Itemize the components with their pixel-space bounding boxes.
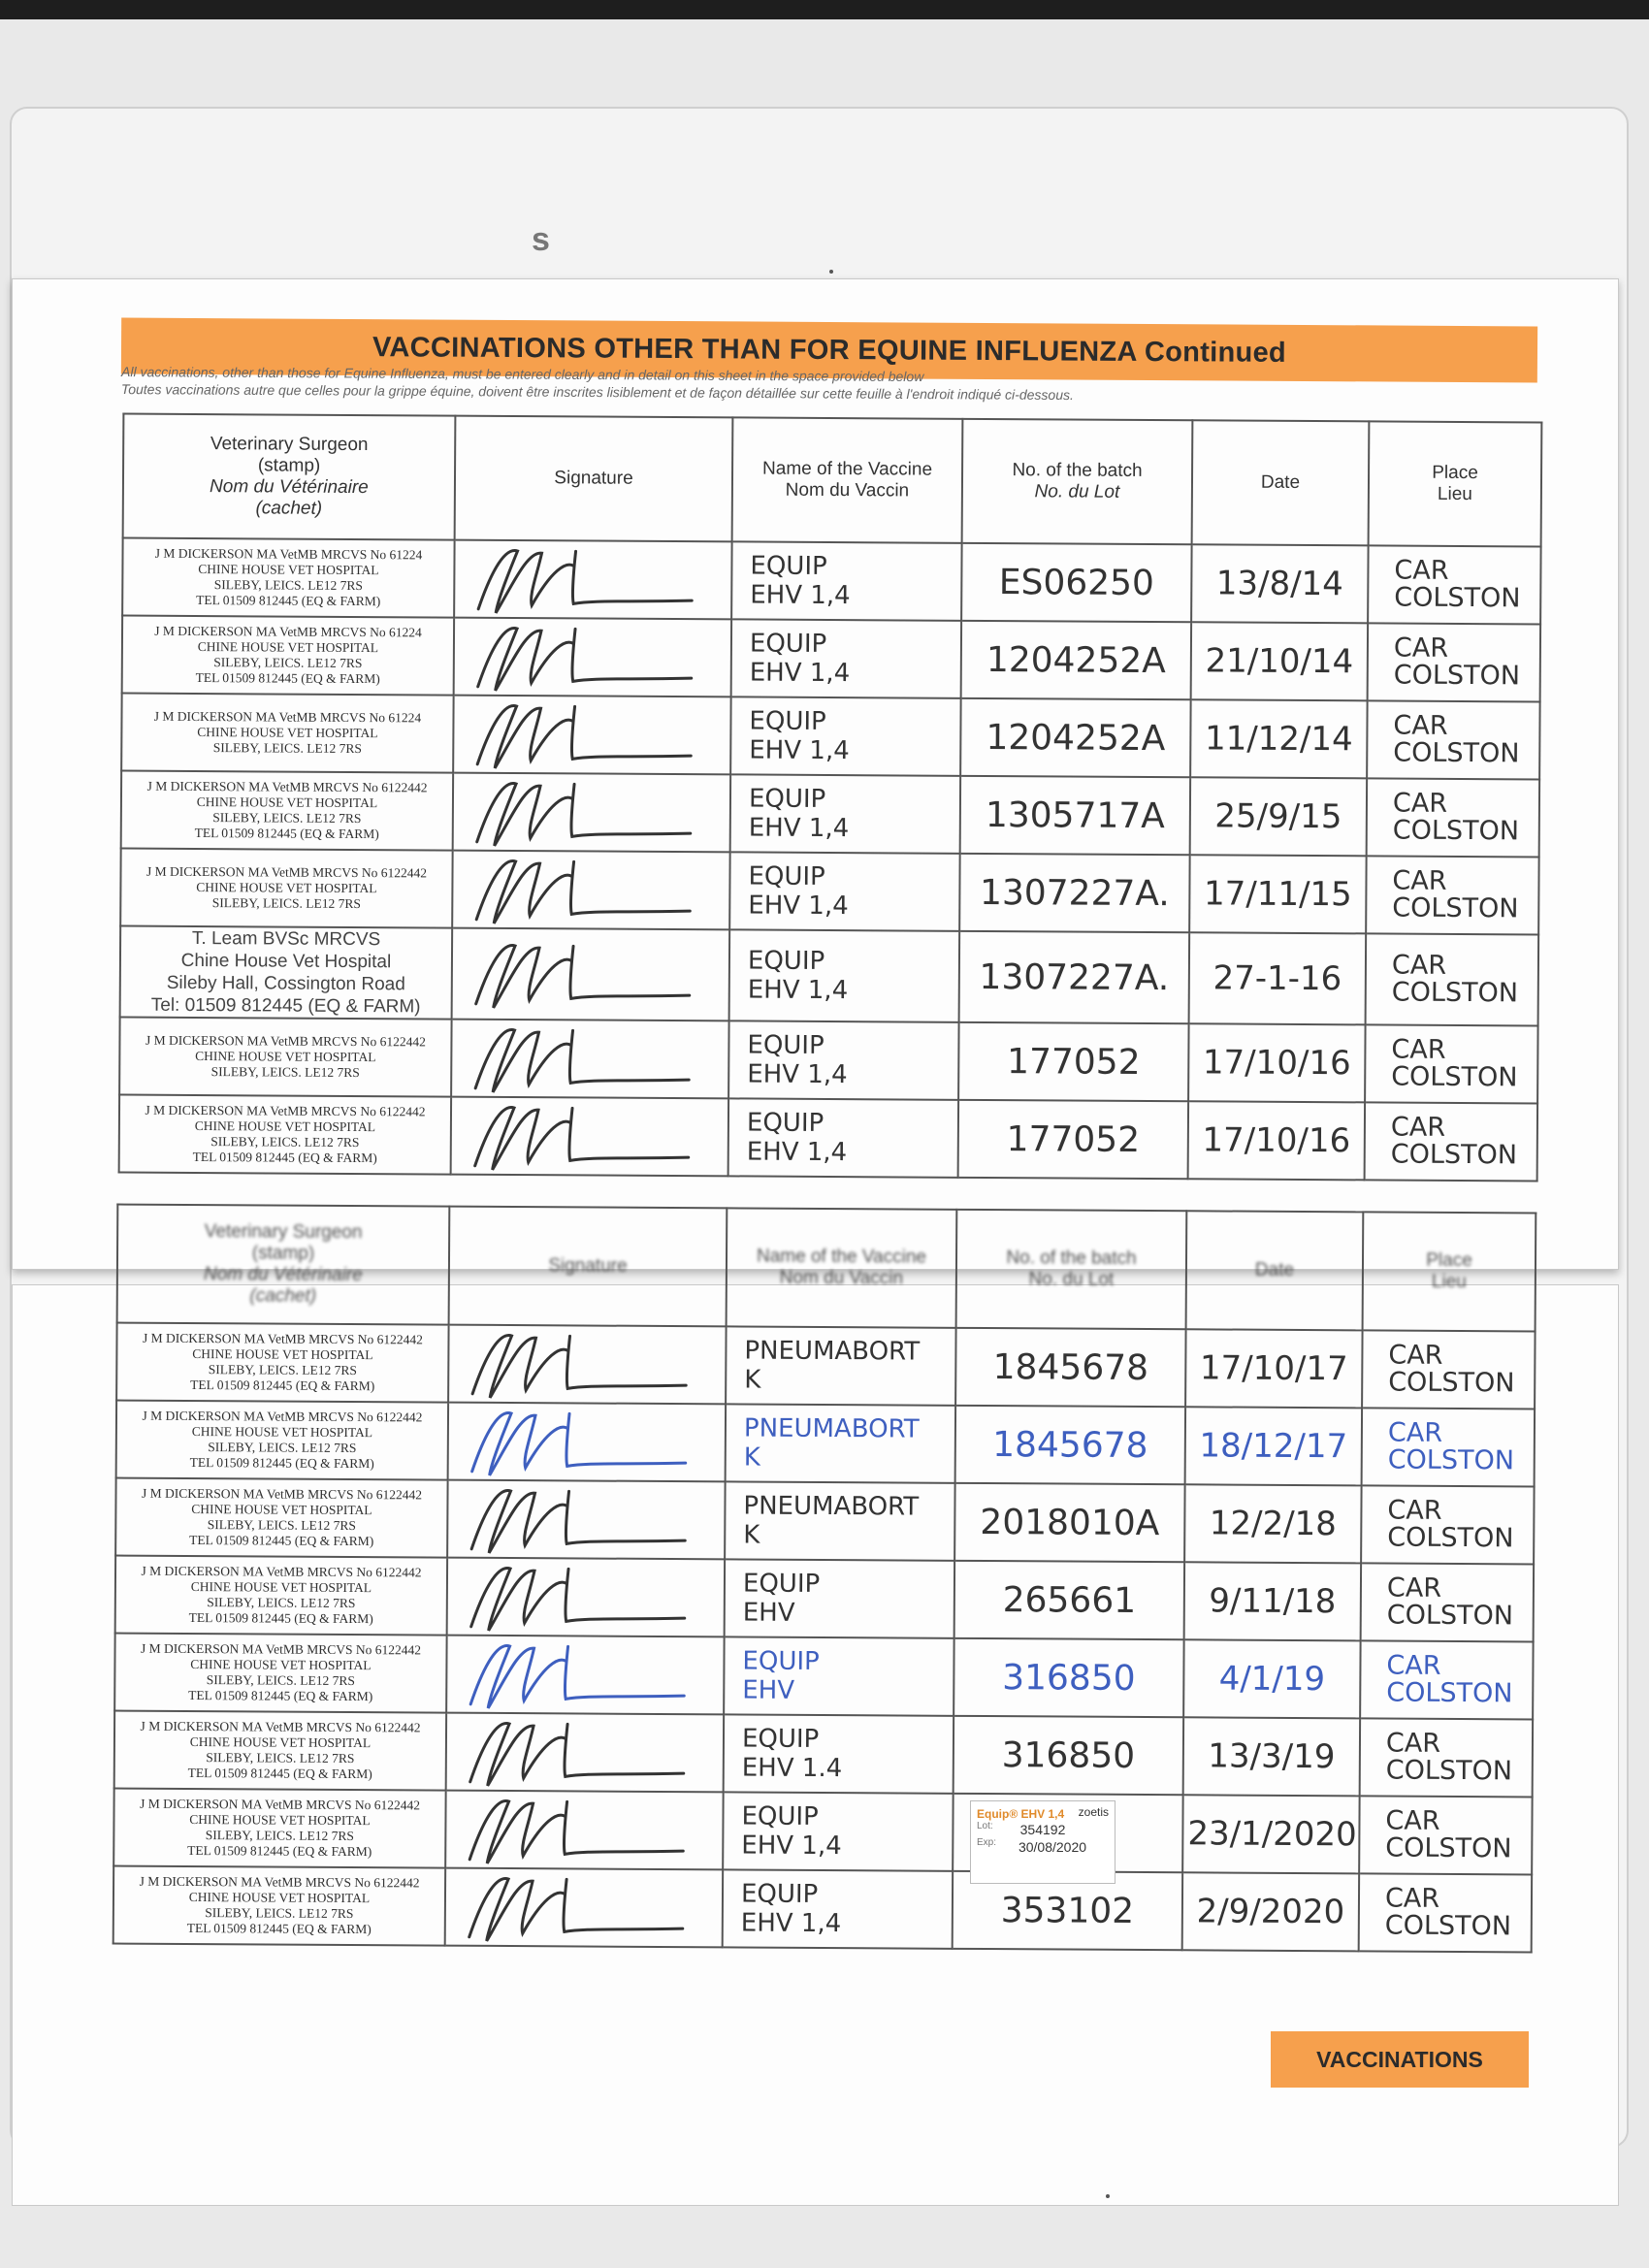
vaccination-row [114,1634,1533,1720]
signature-scribble [451,1636,713,1714]
header-vaccine [732,417,963,542]
header-vet-surgeon [117,1205,450,1325]
vaccination-row [121,771,1539,858]
vet-stamp: J M DICKERSON MA VetMB MRCVS No 6122442 CHINE HOUSE VET HOSPITAL SILEBY, LEICS. LE12 7RS TEL 01509 812445 (EQ & FARM) [119,1095,451,1175]
batch-number: 177052 [958,1022,1188,1101]
header-date: Date [1186,1211,1364,1330]
vaccination-row [120,849,1538,935]
header-vaccine [727,1208,957,1327]
signature-scribble [450,1792,712,1869]
vaccination-row [120,926,1539,1026]
vaccination-date: 27-1-16 [1189,932,1367,1024]
batch-number: ES06250 [961,543,1191,622]
signature-cell [452,851,729,930]
vaccine-name: PNEUMABORT K [726,1326,955,1405]
vaccination-date: 2/9/2020 [1182,1872,1359,1951]
vaccine-name: EQUIP EHV 1,4 [723,1869,953,1948]
header-signature: Signature [455,416,733,542]
signature-cell [451,1020,728,1099]
vaccination-date: 13/8/14 [1191,544,1368,623]
signature-scribble [456,1098,718,1176]
sticker-lot: 354192 [1019,1822,1066,1837]
speck [829,270,833,274]
vaccination-date: 17/10/16 [1188,1101,1365,1180]
vet-stamp: J M DICKERSON MA VetMB MRCVS No 61224 CHINE HOUSE VET HOSPITAL SILEBY, LEICS. LE12 7RS TEL 01509 812445 (EQ & FARM) [122,538,454,618]
signature-scribble [453,1404,715,1481]
signature-cell [453,773,730,853]
batch-number: 2018010A [954,1483,1184,1562]
header-place-en: Place [1432,462,1478,484]
place: CAR COLSTON [1366,933,1539,1025]
place: CAR COLSTON [1361,1563,1534,1641]
vaccination-row [121,694,1539,780]
place: CAR COLSTON [1366,856,1538,934]
header-batch [962,419,1193,544]
vaccination-date: 17/11/15 [1189,855,1366,933]
speck [1106,2194,1110,2198]
place: CAR COLSTON [1360,1640,1533,1719]
instruction-english: All vaccinations, other than those for Equine Influenza, must be entered clearly and in detail on this sheet in the space provided below [121,364,924,385]
place: CAR COLSTON [1367,700,1539,779]
header-date: Date [1192,420,1370,545]
vet-stamp: J M DICKERSON MA VetMB MRCVS No 6122442 CHINE HOUSE VET HOSPITAL SILEBY, LEICS. LE12 7RS [120,849,452,928]
header-vet-en: Veterinary Surgeon (stamp) [204,1221,363,1264]
signature-cell [454,618,731,697]
batch-number: 177052 [958,1100,1188,1179]
batch-number: 316850 [954,1716,1183,1795]
vaccine-name: EQUIP EHV 1,4 [731,619,961,697]
vaccination-row [122,538,1540,625]
signature-cell [448,1325,726,1405]
vet-stamp: J M DICKERSON MA VetMB MRCVS No 61224 CHINE HOUSE VET HOSPITAL SILEBY, LEICS. LE12 7RS [121,694,453,773]
vaccination-row [114,1711,1533,1798]
place: CAR COLSTON [1365,1024,1537,1103]
place: CAR COLSTON [1362,1330,1535,1409]
signature-scribble [452,1559,714,1636]
signature-scribble [456,1021,718,1098]
vaccination-row [115,1478,1534,1565]
vet-stamp: J M DICKERSON MA VetMB MRCVS No 6122442 CHINE HOUSE VET HOSPITAL SILEBY, LEICS. LE12 7RS TEL 01509 812445 (EQ & FARM) [116,1401,448,1480]
vaccination-date: 17/10/17 [1185,1329,1362,1408]
vaccination-row [122,616,1540,702]
signature-scribble [452,1481,714,1559]
batch-number: 1845678 [955,1406,1185,1484]
page-mark: s [532,221,550,258]
signature-cell [453,696,730,775]
batch-number: 1845678 [955,1328,1185,1407]
vaccine-name: PNEUMABORT K [726,1404,955,1482]
vet-stamp: T. Leam BVSc MRCVS Chine House Vet Hospital Sileby Hall, Cossington Road Tel: 01509 812445 (EQ & FARM) [120,926,453,1020]
vaccination-row [119,1018,1537,1104]
signature-cell [448,1403,726,1482]
place: CAR COLSTON [1360,1718,1533,1797]
batch-number: 353102 [953,1871,1182,1950]
vaccination-row [119,1095,1537,1182]
vaccination-date: 25/9/15 [1190,777,1367,856]
place: CAR COLSTON [1361,1485,1534,1564]
header-place-fr: Lieu [1431,1271,1467,1293]
signature-cell [445,1868,723,1948]
signature-scribble [451,1714,713,1792]
sticker-brand: zoetis [1078,1805,1109,1819]
header-place-en: Place [1426,1249,1472,1272]
vaccination-table-upper [118,413,1543,1183]
signature-cell [454,540,731,620]
header-vaccine-fr: Nom du Vaccin [779,1267,904,1289]
vaccine-name: EQUIP EHV 1,4 [730,697,960,775]
signature-cell [452,928,730,1021]
vet-stamp: J M DICKERSON MA VetMB MRCVS No 6122442 CHINE HOUSE VET HOSPITAL SILEBY, LEICS. LE12 7RS TEL 01509 812445 (EQ & FARM) [116,1323,448,1403]
scan-edge [0,0,1649,19]
sticker-exp: 30/08/2020 [1018,1839,1087,1855]
vaccine-name: EQUIP EHV 1,4 [729,852,959,930]
place: CAR COLSTON [1359,1873,1532,1952]
signature-scribble [450,1869,712,1947]
batch-number: 1305717A [960,776,1190,855]
signature-cell [451,1097,728,1177]
vaccination-date: 18/12/17 [1185,1407,1362,1485]
vet-stamp: J M DICKERSON MA VetMB MRCVS No 6122442 CHINE HOUSE VET HOSPITAL SILEBY, LEICS. LE12 7RS TEL 01509 812445 (EQ & FARM) [113,1866,445,1946]
batch-number: 1307227A. [959,854,1189,932]
signature-cell [447,1480,725,1560]
header-vaccine-en: Name of the Vaccine [762,458,933,480]
header-batch [956,1210,1187,1329]
vaccination-date: 11/12/14 [1190,699,1367,778]
vet-stamp: J M DICKERSON MA VetMB MRCVS No 6122442 CHINE HOUSE VET HOSPITAL SILEBY, LEICS. LE12 7RS TEL 01509 812445 (EQ & FARM) [115,1478,447,1558]
vaccination-date: 21/10/14 [1191,622,1368,700]
place: CAR COLSTON [1367,778,1539,857]
header-vaccine-en: Name of the Vaccine [756,1246,927,1268]
vaccination-date: 12/2/18 [1184,1484,1361,1563]
vet-stamp: J M DICKERSON MA VetMB MRCVS No 61224 CHINE HOUSE VET HOSPITAL SILEBY, LEICS. LE12 7RS TEL 01509 812445 (EQ & FARM) [122,616,454,696]
vet-stamp: J M DICKERSON MA VetMB MRCVS No 6122442 CHINE HOUSE VET HOSPITAL SILEBY, LEICS. LE12 7RS TEL 01509 812445 (EQ & FARM) [114,1634,446,1713]
header-place [1369,421,1542,546]
place: CAR COLSTON [1368,623,1540,701]
sticker-product: Equip® EHV 1,4 [977,1807,1065,1821]
signature-scribble [457,852,719,929]
section-banner: VACCINATIONS OTHER THAN FOR EQUINE INFLUENZA Continued [121,318,1537,383]
vaccination-date: 23/1/2020 [1182,1795,1359,1873]
header-place [1363,1212,1536,1331]
vet-stamp: J M DICKERSON MA VetMB MRCVS No 6122442 CHINE HOUSE VET HOSPITAL SILEBY, LEICS. LE12 7RS TEL 01509 812445 (EQ & FARM) [121,771,453,851]
batch-number: 265661 [954,1561,1184,1639]
vaccine-name: PNEUMABORT K [725,1481,954,1560]
batch-number: 1307227A. [959,931,1190,1023]
place: CAR COLSTON [1362,1408,1535,1486]
batch-sticker [970,1800,1116,1884]
header-vet-surgeon [123,414,456,540]
vaccination-table-lower [113,1204,1537,1954]
vaccine-name: EQUIP EHV 1,4 [730,774,960,853]
header-signature: Signature [449,1207,728,1327]
vaccination-row [116,1401,1535,1487]
header-batch-en: No. of the batch [1012,460,1143,481]
signature-scribble [457,936,719,1014]
signature-cell [445,1791,723,1870]
vaccinations-tab: VACCINATIONS [1271,2031,1529,2088]
vaccination-row [113,1866,1532,1953]
vaccine-name: EQUIP EHV 1,4 [728,1021,958,1099]
vaccination-date: 4/1/19 [1183,1639,1360,1718]
vaccine-name: EQUIP EHV 1,4 [728,1098,958,1177]
vaccine-name: EQUIP EHV 1,4 [729,929,960,1021]
header-vet-fr: Nom du Vétérinaire (cachet) [203,1264,363,1307]
vaccination-row [116,1323,1535,1409]
place: CAR COLSTON [1359,1796,1532,1874]
header-vet-fr: Nom du Vétérinaire (cachet) [210,476,369,519]
signature-cell [447,1558,725,1637]
batch-number: 316850 [954,1638,1183,1717]
header-batch-en: No. of the batch [1006,1247,1137,1269]
vaccine-name: EQUIP EHV [725,1559,954,1637]
sticker-lot-label: Lot: [977,1821,993,1831]
signature-scribble [459,541,721,619]
signature-cell [446,1713,724,1793]
header-batch-fr: No. du Lot [1034,481,1120,502]
header-row [123,414,1542,547]
vaccine-name: EQUIP EHV 1.4 [724,1714,954,1793]
vet-stamp: J M DICKERSON MA VetMB MRCVS No 6122442 CHINE HOUSE VET HOSPITAL SILEBY, LEICS. LE12 7RS TEL 01509 812445 (EQ & FARM) [114,1711,446,1791]
signature-scribble [459,619,721,697]
upper-rows [119,538,1541,1182]
batch-number: 1204252A [960,698,1190,777]
place: CAR COLSTON [1368,545,1540,624]
header-vaccine-fr: Nom du Vaccin [785,479,910,502]
vaccination-date: 9/11/18 [1184,1562,1361,1640]
vaccination-row [115,1556,1534,1642]
signature-scribble [458,774,720,852]
header-vet-en: Veterinary Surgeon (stamp) [210,434,369,476]
vaccination-row [113,1789,1532,1875]
instruction-french: Toutes vaccinations autre que celles pour la grippe équine, doivent être inscrites lisiblement et de façon détaillée sur cette feuille à l'endroit indiqué ci-dessous. [120,381,1074,404]
sticker-exp-label: Exp: [977,1837,997,1848]
signature-scribble [458,697,720,774]
batch-number: 1204252A [961,621,1191,699]
vaccination-date: 17/10/16 [1188,1023,1365,1102]
vaccine-name: EQUIP EHV 1,4 [723,1792,953,1870]
vaccine-name: EQUIP EHV 1,4 [731,541,961,620]
signature-scribble [453,1326,715,1404]
header-row-faded [117,1205,1536,1332]
vet-stamp: J M DICKERSON MA VetMB MRCVS No 6122442 CHINE HOUSE VET HOSPITAL SILEBY, LEICS. LE12 7RS TEL 01509 812445 (EQ & FARM) [115,1556,447,1636]
header-place-fr: Lieu [1437,483,1472,505]
vaccine-name: EQUIP EHV [724,1636,954,1715]
vaccination-date: 13/3/19 [1183,1717,1360,1796]
lower-rows [113,1323,1536,1953]
vet-stamp: J M DICKERSON MA VetMB MRCVS No 6122442 CHINE HOUSE VET HOSPITAL SILEBY, LEICS. LE12 7RS [119,1018,451,1097]
header-batch-fr: No. du Lot [1028,1269,1115,1290]
signature-cell [446,1636,724,1715]
place: CAR COLSTON [1365,1102,1537,1181]
vet-stamp: J M DICKERSON MA VetMB MRCVS No 6122442 CHINE HOUSE VET HOSPITAL SILEBY, LEICS. LE12 7RS TEL 01509 812445 (EQ & FARM) [113,1789,445,1868]
